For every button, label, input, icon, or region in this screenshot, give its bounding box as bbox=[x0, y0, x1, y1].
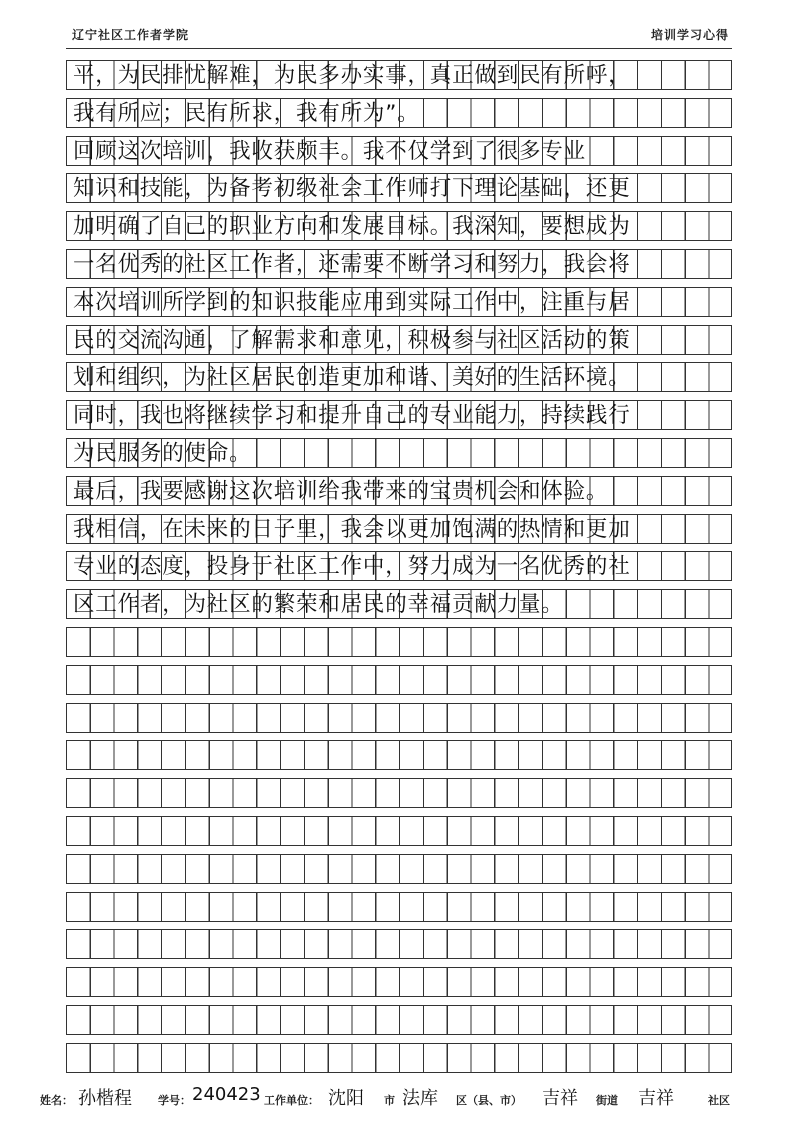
essay-line: 回顾这次培训，我收获颇丰。我不仅学到了很多专业 bbox=[73, 138, 586, 164]
grid-row bbox=[66, 173, 732, 203]
footer-info bbox=[40, 1084, 750, 1116]
grid-row bbox=[66, 400, 732, 430]
grid-row bbox=[66, 665, 732, 695]
unit-label: 工作单位： bbox=[264, 1094, 319, 1107]
grid-row bbox=[66, 551, 732, 581]
grid-row bbox=[66, 438, 732, 468]
essay-line: 一名优秀的社区工作者，还需要不断学习和努力，我会将 bbox=[73, 252, 631, 277]
grid-row bbox=[66, 1043, 732, 1073]
street-value: 吉祥 bbox=[542, 1088, 578, 1109]
district-label: 区（县、市） bbox=[456, 1094, 522, 1107]
essay-line: 我相信，在未来的日子里，我会以更加饱满的热情和更加 bbox=[73, 516, 631, 542]
grid-row bbox=[66, 854, 732, 884]
essay-line: 最后，我要感谢这次培训给我带来的宝贵机会和体验。 bbox=[73, 478, 609, 504]
header-divider bbox=[66, 48, 732, 49]
grid-row bbox=[66, 476, 732, 506]
grid-row bbox=[66, 816, 732, 846]
city-label: 市 bbox=[384, 1094, 395, 1107]
grid-row bbox=[66, 703, 732, 733]
grid-row bbox=[66, 1005, 732, 1035]
essay-line: 同时，我也将继续学习和提升自己的专业能力，持续践行 bbox=[73, 403, 631, 429]
grid-row bbox=[66, 325, 732, 355]
id-label: 学号： bbox=[158, 1094, 191, 1107]
essay-line: 专业的态度，投身于社区工作中，努力成为一名优秀的社 bbox=[73, 554, 631, 580]
grid-row bbox=[66, 967, 732, 997]
grid-row bbox=[66, 929, 732, 959]
grid-row bbox=[66, 778, 732, 808]
grid-row bbox=[66, 740, 732, 770]
grid-row bbox=[66, 589, 732, 619]
grid-row bbox=[66, 98, 732, 128]
grid-row bbox=[66, 211, 732, 241]
essay-line: 我有所应；民有所求，我有所为”。 bbox=[73, 100, 420, 126]
essay-line: 本次培训所学到的知识技能应用到实际工作中，注重与居 bbox=[73, 289, 631, 315]
grid-row bbox=[66, 627, 732, 657]
essay-line: 平，为民排忧解难，为民多办实事，真正做到民有所呼， bbox=[73, 63, 631, 88]
essay-line: 划和组织，为社区居民创造更加和谐、美好的生活环境。 bbox=[73, 365, 631, 391]
community-label: 社区 bbox=[708, 1094, 730, 1107]
document-title: 培训学习心得 bbox=[650, 28, 729, 42]
grid-row bbox=[66, 892, 732, 922]
id-value: 240423 bbox=[192, 1084, 261, 1105]
essay-line: 区工作者，为社区的繁荣和居民的幸福贡献力量。 bbox=[73, 592, 564, 618]
essay-line: 民的交流沟通，了解需求和意见，积极参与社区活动的策 bbox=[73, 327, 631, 353]
grid-row bbox=[66, 287, 732, 317]
community-value: 吉祥 bbox=[638, 1088, 674, 1109]
grid-row bbox=[66, 60, 732, 90]
name-label: 姓名： bbox=[40, 1094, 73, 1107]
grid-row bbox=[66, 136, 732, 166]
name-value: 孙楷程 bbox=[78, 1088, 132, 1109]
district-value: 法库 bbox=[402, 1088, 438, 1109]
essay-line: 知识和技能，为备考初级社会工作师打下理论基础，还更 bbox=[73, 176, 631, 202]
institute-name: 辽宁社区工作者学院 bbox=[72, 28, 190, 42]
essay-line: 为民服务的使命。 bbox=[73, 441, 252, 466]
street-label: 街道 bbox=[596, 1094, 618, 1107]
writing-grid bbox=[66, 60, 732, 1080]
grid-row bbox=[66, 514, 732, 544]
grid-row bbox=[66, 362, 732, 392]
grid-row bbox=[66, 249, 732, 279]
city-value: 沈阳 bbox=[328, 1088, 364, 1109]
essay-line: 加明确了自己的职业方向和发展目标。我深知，要想成为 bbox=[73, 214, 631, 240]
